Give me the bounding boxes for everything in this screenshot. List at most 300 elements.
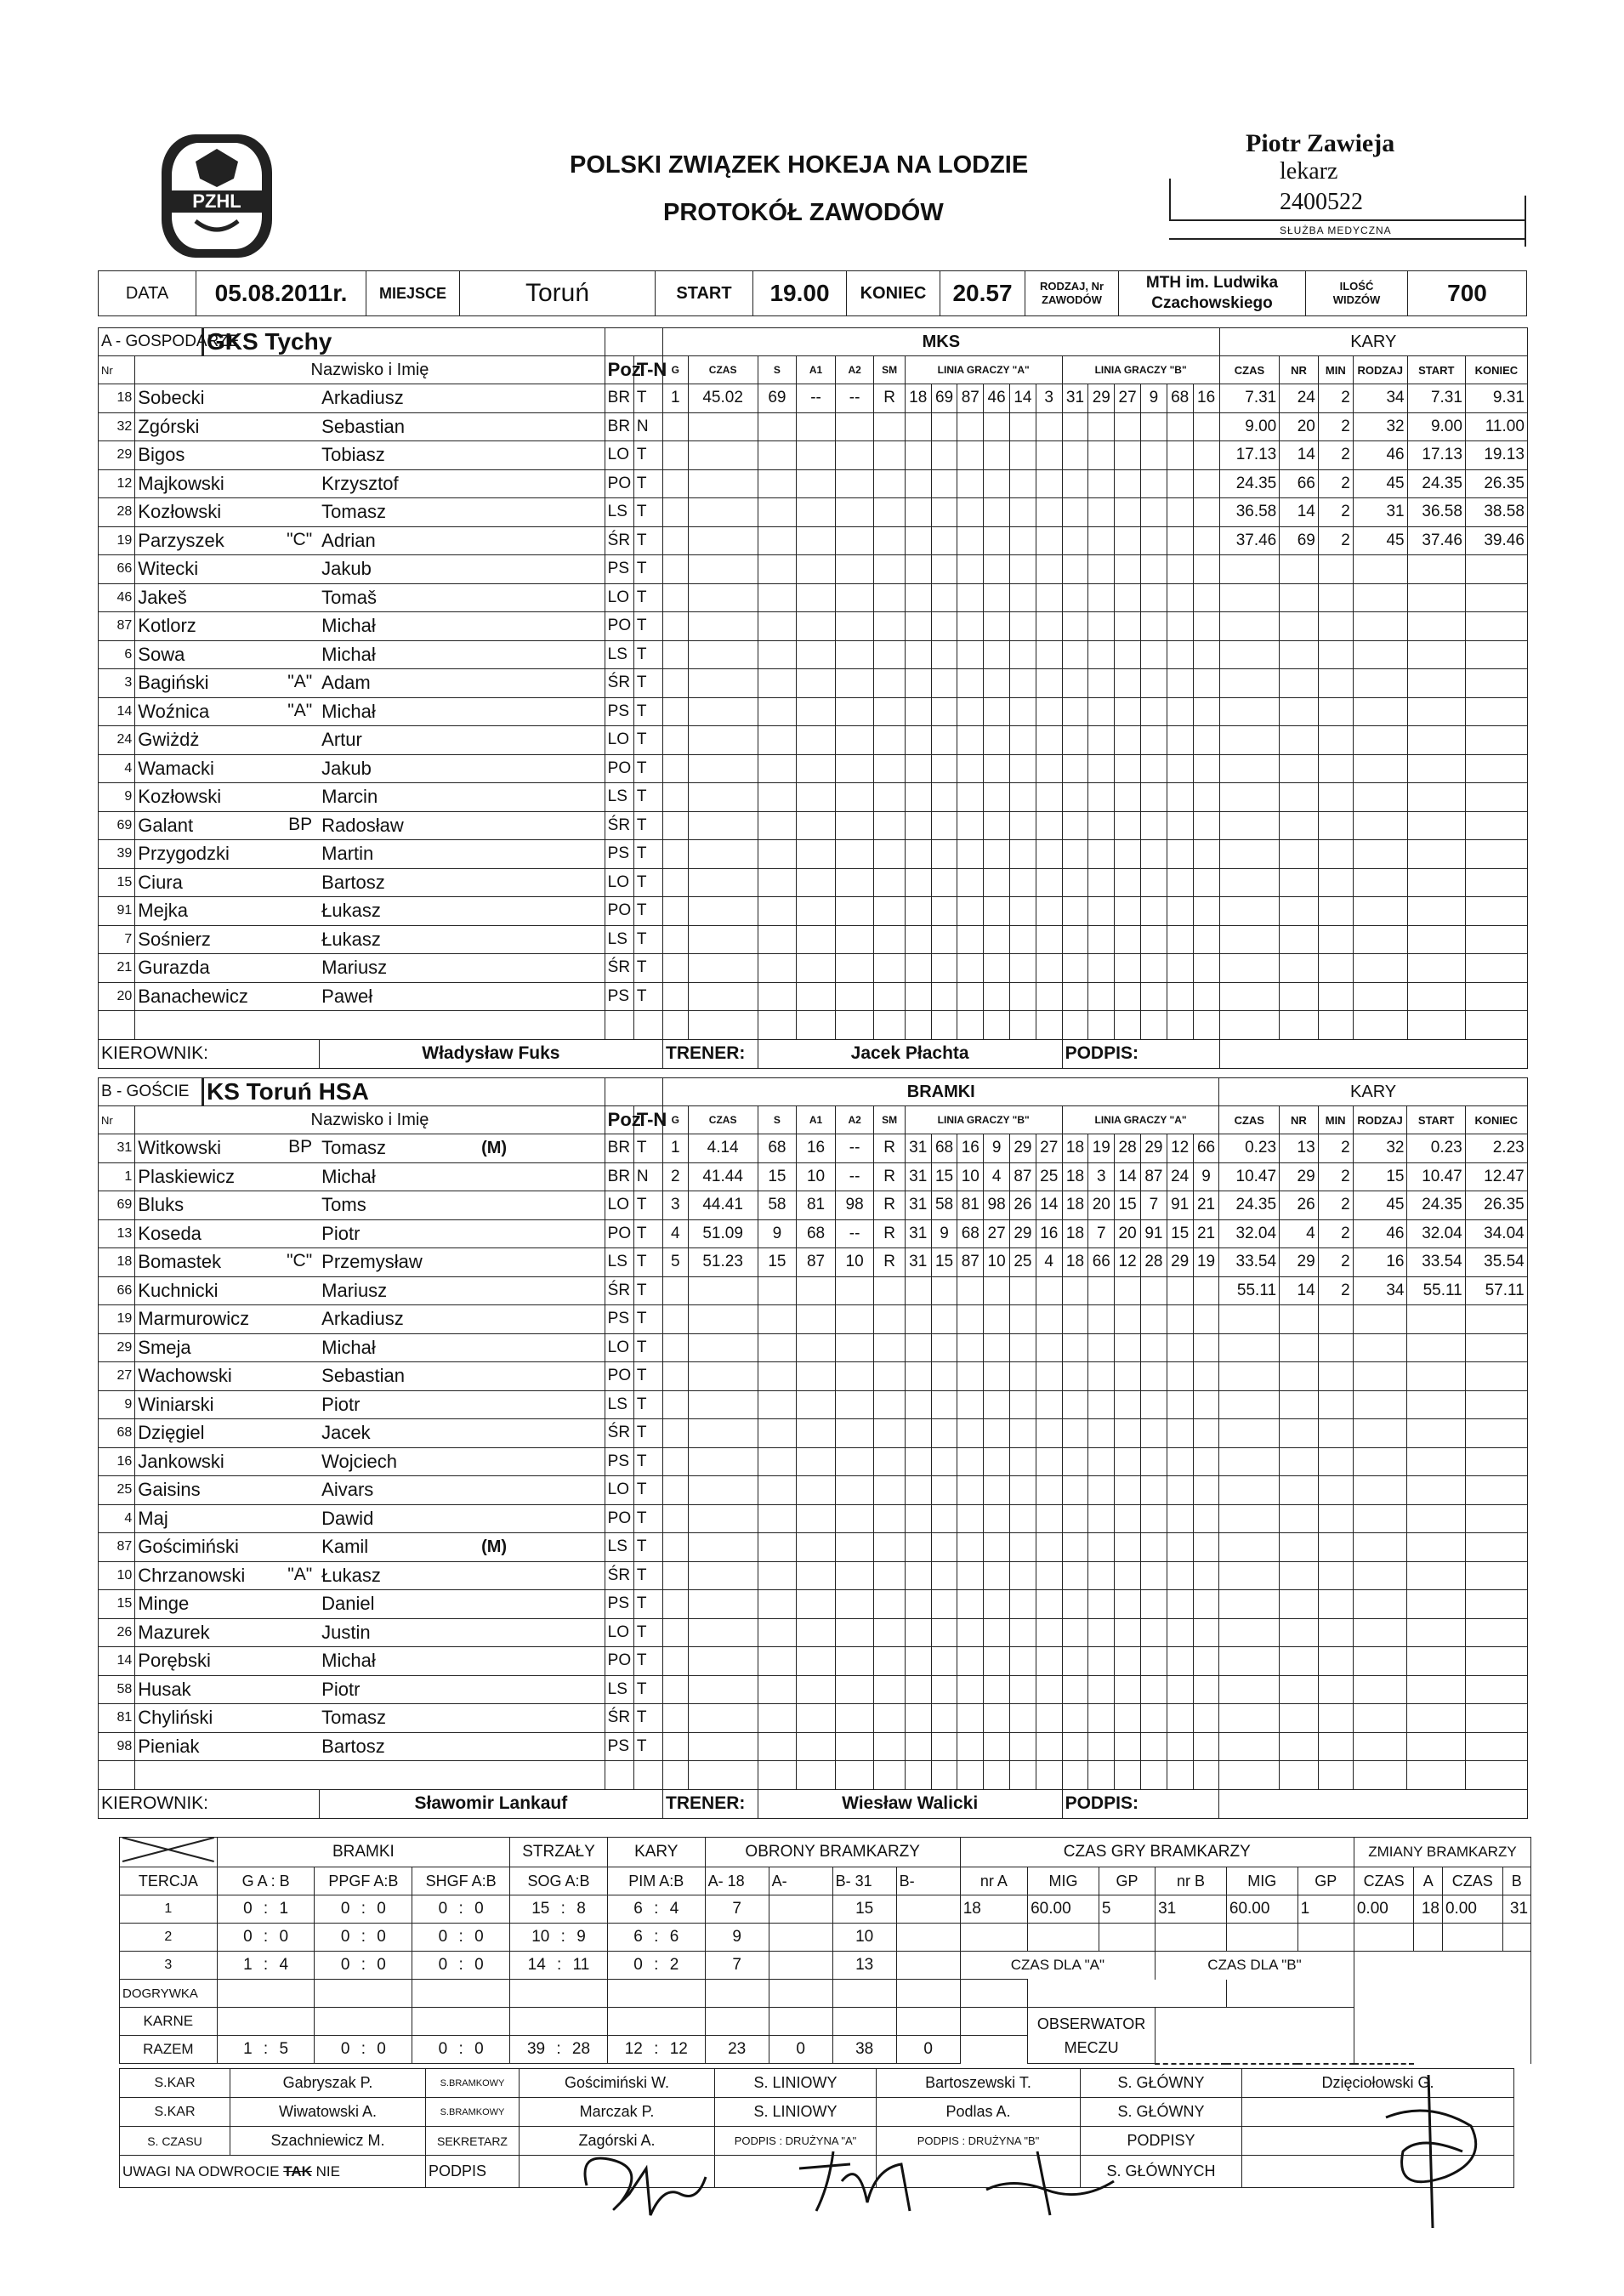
- goal-a2: [835, 1362, 874, 1391]
- penalty-nr: [1280, 1533, 1319, 1562]
- goalie-time-mig: 60.00: [1028, 1895, 1099, 1924]
- goal-a2: [835, 982, 874, 1011]
- player-position: PO: [605, 1504, 633, 1533]
- goal-line-a-player: [905, 726, 931, 755]
- penalty-rodzaj: 34: [1353, 384, 1407, 413]
- goal-s: [758, 1333, 797, 1362]
- goal-line-a-player: 4: [984, 1162, 1010, 1191]
- player-tn: T: [633, 384, 662, 413]
- penalty-koniec: [1465, 1675, 1527, 1704]
- goal-line-b-player: [1140, 1362, 1167, 1391]
- goal-line-b-player: [1115, 754, 1141, 783]
- player-number: 46: [99, 583, 135, 612]
- player-surname: Ciura: [135, 868, 319, 897]
- penalty-rodzaj: [1353, 1447, 1407, 1476]
- player-number: 27: [99, 1362, 135, 1391]
- goal-line-b-player: [1167, 583, 1193, 612]
- penalty-czas: 32.04: [1219, 1219, 1280, 1248]
- goal-line-b-player: [1140, 498, 1167, 527]
- goal-col-header: CZAS: [688, 1106, 758, 1134]
- player-surname: Plaskiewicz: [135, 1162, 319, 1191]
- goal-sm: R: [874, 1219, 905, 1248]
- observer-line-2: MECZU: [1064, 2038, 1119, 2056]
- goal-line-a-player: 98: [984, 1191, 1010, 1220]
- total-saves-a: 0: [769, 2036, 832, 2064]
- player-extra: [479, 1675, 605, 1704]
- penalty-col-header: MIN: [1318, 356, 1353, 384]
- goal-g: [663, 783, 689, 812]
- goal-sm: [874, 555, 905, 584]
- goal-line-a-player: [984, 441, 1010, 470]
- summary-subheader: PIM A:B: [607, 1867, 705, 1895]
- goal-line-a-player: [1036, 469, 1062, 498]
- period-sog: [510, 1924, 608, 1952]
- goal-line-b-player: [1140, 469, 1167, 498]
- empty-cell: [412, 2008, 510, 2036]
- goal-line-a-player: [905, 498, 931, 527]
- player-position: LO: [605, 726, 633, 755]
- player-number: 9: [99, 1390, 135, 1419]
- goal-line-a-player: [931, 754, 957, 783]
- goal-line-b-player: [1167, 441, 1193, 470]
- goal-col-header: G: [663, 356, 689, 384]
- summary-subheader: TERCJA: [120, 1867, 218, 1895]
- type-label-1: RODZAJ, Nr: [1039, 280, 1104, 293]
- goal-line-b-player: 27: [1115, 384, 1141, 413]
- penalty-min: 2: [1318, 498, 1353, 527]
- penalty-min: [1318, 982, 1353, 1011]
- player-extra: [479, 840, 605, 869]
- goal-czas: [688, 925, 758, 954]
- goal-czas: 51.09: [688, 1219, 758, 1248]
- goal-line-b-player: [1193, 1419, 1219, 1448]
- goal-a1: [797, 982, 836, 1011]
- goal-a1: [797, 1419, 836, 1448]
- penalty-start: [1407, 1476, 1465, 1505]
- penalty-koniec: 19.13: [1465, 441, 1527, 470]
- official-sbram: S.BRAMKOWY: [426, 2069, 520, 2098]
- player-position: PS: [605, 1305, 633, 1334]
- penalty-min: 2: [1318, 1134, 1353, 1163]
- goal-line-a-player: [984, 555, 1010, 584]
- player-position: ŚR: [605, 954, 633, 983]
- goal-czas: [688, 1561, 758, 1590]
- penalty-nr: [1280, 811, 1319, 840]
- player-firstname: Bartosz: [319, 1732, 479, 1761]
- penalty-min: 2: [1318, 384, 1353, 413]
- goal-line-a-player: [1010, 868, 1036, 897]
- official-sekretarz_v: Zagórski A.: [520, 2127, 715, 2156]
- penalty-start: 17.13: [1407, 441, 1465, 470]
- player-firstname: Mariusz: [319, 1276, 479, 1305]
- player-number: 31: [99, 1134, 135, 1163]
- saves-b: [896, 1895, 960, 1924]
- date-label: DATA: [99, 271, 196, 316]
- goal-line-a-player: [1036, 1761, 1062, 1790]
- goalie-time-gp: 5: [1099, 1895, 1155, 1924]
- goal-s: [758, 1647, 797, 1676]
- goal-line-a-player: [984, 1305, 1010, 1334]
- goal-line-a-player: [957, 526, 984, 555]
- goal-line-a-player: [905, 412, 931, 441]
- penalty-min: [1318, 1447, 1353, 1476]
- goal-s: 69: [758, 384, 797, 413]
- player-position: BR: [605, 1162, 633, 1191]
- spectators-label-1: ILOŚĆ: [1339, 280, 1374, 293]
- player-number: 1: [99, 1162, 135, 1191]
- goal-line-b-player: [1062, 583, 1088, 612]
- separator: :: [649, 1928, 663, 1946]
- penalty-rodzaj: [1353, 1704, 1407, 1733]
- player-tn: T: [633, 1590, 662, 1619]
- goal-line-a-player: [1036, 1333, 1062, 1362]
- penalty-start: [1407, 697, 1465, 726]
- player-surname: Sośnierz: [135, 925, 319, 954]
- goal-g: [663, 1419, 689, 1448]
- penalty-nr: [1280, 583, 1319, 612]
- end-value: 20.57: [940, 271, 1025, 316]
- goal-line-a-player: [957, 498, 984, 527]
- goal-line-a-player: [1010, 1276, 1036, 1305]
- period-number: 2: [120, 1924, 218, 1952]
- penalty-min: 2: [1318, 441, 1353, 470]
- goal-line-a-player: [931, 811, 957, 840]
- penalty-czas: 9.00: [1219, 412, 1280, 441]
- goal-a2: [835, 1533, 874, 1562]
- goal-line-b-player: 21: [1193, 1219, 1219, 1248]
- goal-a1: [797, 1390, 836, 1419]
- player-surname: Sowa: [135, 640, 319, 669]
- penalty-nr: 69: [1280, 526, 1319, 555]
- overtime-label: DOGRYWKA: [120, 1980, 218, 2008]
- goal-line-b-player: 31: [1062, 384, 1088, 413]
- player-tn: T: [633, 555, 662, 584]
- player-firstname: Adam: [319, 669, 479, 698]
- goal-s: [758, 1447, 797, 1476]
- penalty-min: [1318, 897, 1353, 926]
- goal-line-a-player: [931, 1732, 957, 1761]
- penalty-min: [1318, 954, 1353, 983]
- saves-b31: 15: [832, 1895, 896, 1924]
- goal-line-b-player: [1193, 612, 1219, 641]
- goal-czas: [688, 1390, 758, 1419]
- goal-line-a-player: 69: [931, 384, 957, 413]
- penalty-czas: 17.13: [1219, 441, 1280, 470]
- penalty-koniec: 57.11: [1465, 1276, 1527, 1305]
- goal-line-a-player: 25: [1036, 1162, 1062, 1191]
- col-name-header: Nazwisko i Imię: [135, 1106, 605, 1134]
- player-position: LS: [605, 640, 633, 669]
- penalty-start: [1407, 612, 1465, 641]
- period-pim: [607, 1895, 705, 1924]
- goal-line-a-player: [1010, 640, 1036, 669]
- goal-g: [663, 526, 689, 555]
- goal-line-a-player: [957, 1276, 984, 1305]
- goal-line-b-player: [1193, 1390, 1219, 1419]
- goal-a2: [835, 1732, 874, 1761]
- goal-line-a-player: [905, 925, 931, 954]
- goal-g: [663, 1533, 689, 1562]
- player-number: 25: [99, 1476, 135, 1505]
- separator: :: [454, 1956, 468, 1974]
- goal-s: [758, 1476, 797, 1505]
- penalty-rodzaj: [1353, 1390, 1407, 1419]
- player-role-mark: "A": [287, 1564, 313, 1584]
- penalty-min: [1318, 925, 1353, 954]
- goal-line-b-player: [1140, 669, 1167, 698]
- player-number: [99, 1761, 135, 1790]
- goal-czas: [688, 1419, 758, 1448]
- goal-line-b-player: [1167, 1504, 1193, 1533]
- goal-a1: [797, 754, 836, 783]
- goal-line-b-player: [1193, 526, 1219, 555]
- goal-czas: [688, 982, 758, 1011]
- goal-sm: [874, 726, 905, 755]
- goal-line-a-player: [931, 1419, 957, 1448]
- player-surname: Porębski: [135, 1647, 319, 1676]
- player-number: 69: [99, 1191, 135, 1220]
- goal-line-a-player: 31: [905, 1162, 931, 1191]
- goal-line-b-player: [1115, 1305, 1141, 1334]
- penalty-min: [1318, 1647, 1353, 1676]
- player-surname: Parzyszek "C": [135, 526, 319, 555]
- penalty-nr: [1280, 640, 1319, 669]
- change-goalie-b: 31: [1502, 1895, 1531, 1924]
- goal-line-a-player: [1010, 925, 1036, 954]
- period-number: 3: [120, 1952, 218, 1980]
- total-saves-b31: 38: [832, 2036, 896, 2064]
- penalty-czas: [1219, 1476, 1280, 1505]
- player-surname: Wamacki: [135, 754, 319, 783]
- goal-line-b-player: [1088, 925, 1115, 954]
- official-skar1: Gabryszak P.: [230, 2069, 426, 2098]
- goal-line-a-player: [984, 1704, 1010, 1733]
- goal-line-b-player: [1140, 897, 1167, 926]
- goal-line-a-player: [1010, 726, 1036, 755]
- player-number: 12: [99, 469, 135, 498]
- penalty-rodzaj: 46: [1353, 441, 1407, 470]
- goal-line-a-player: 87: [1010, 1162, 1036, 1191]
- player-tn: T: [633, 640, 662, 669]
- player-surname: Jankowski: [135, 1447, 319, 1476]
- goal-a1: [797, 612, 836, 641]
- goal-line-a-player: [905, 1447, 931, 1476]
- goal-a2: [835, 1761, 874, 1790]
- player-surname: Witecki: [135, 555, 319, 584]
- date-value: 05.08.2011r.: [196, 271, 366, 316]
- separator: :: [649, 1900, 663, 1918]
- goal-line-a-player: [1010, 783, 1036, 812]
- goal-line-a-player: [1036, 669, 1062, 698]
- goal-a2: [835, 526, 874, 555]
- goal-g: [663, 1561, 689, 1590]
- goal-g: [663, 469, 689, 498]
- goal-line-a-player: [984, 469, 1010, 498]
- goal-sm: [874, 441, 905, 470]
- penalty-rodzaj: 16: [1353, 1248, 1407, 1277]
- total-pim-b: 12: [669, 2040, 688, 2058]
- total-pim: [607, 2036, 705, 2064]
- goal-s: 15: [758, 1162, 797, 1191]
- place-label: MIEJSCE: [366, 271, 460, 316]
- total-goals-a: 1: [243, 2040, 253, 2058]
- total-label: RAZEM: [120, 2036, 218, 2064]
- goal-g: [663, 1333, 689, 1362]
- goal-czas: [688, 412, 758, 441]
- penalty-nr: [1280, 669, 1319, 698]
- period-goals-b: 1: [279, 1900, 289, 1918]
- player-number: 98: [99, 1732, 135, 1761]
- player-number: 66: [99, 1276, 135, 1305]
- player-surname: Gaisins: [135, 1476, 319, 1505]
- goal-line-a-player: [931, 1011, 957, 1040]
- col-tn-header: T-N: [633, 356, 662, 384]
- goal-line-b-player: [1140, 697, 1167, 726]
- player-extra: (M): [479, 1134, 605, 1163]
- goal-line-b-player: [1193, 1447, 1219, 1476]
- goal-line-a-player: [1010, 1618, 1036, 1647]
- goal-line-a-player: [931, 412, 957, 441]
- player-extra: [479, 583, 605, 612]
- summary-subheader: nr B: [1156, 1867, 1227, 1895]
- player-tn: T: [633, 1419, 662, 1448]
- penalty-nr: [1280, 726, 1319, 755]
- goal-line-b-player: 14: [1115, 1162, 1141, 1191]
- penalty-rodzaj: [1353, 811, 1407, 840]
- player-extra: [479, 1011, 605, 1040]
- goal-sm: [874, 1647, 905, 1676]
- goal-line-a-player: [1036, 1476, 1062, 1505]
- goal-line-a-player: 15: [931, 1248, 957, 1277]
- goal-a2: [835, 1647, 874, 1676]
- goal-g: [663, 1590, 689, 1619]
- goal-line-a-player: [1036, 1561, 1062, 1590]
- goal-a1: [797, 640, 836, 669]
- player-position: ŚR: [605, 1276, 633, 1305]
- penalty-min: 2: [1318, 469, 1353, 498]
- goal-line-b-player: [1115, 868, 1141, 897]
- player-firstname: Tomasz: [319, 1134, 479, 1163]
- player-surname: [135, 1011, 319, 1040]
- goal-line-b-player: [1115, 1732, 1141, 1761]
- period-goals: [217, 1924, 315, 1952]
- player-extra: [479, 1590, 605, 1619]
- penalty-min: 2: [1318, 412, 1353, 441]
- goal-line-a-player: [1036, 1704, 1062, 1733]
- player-extra: [479, 897, 605, 926]
- player-surname: Gurazda: [135, 954, 319, 983]
- player-position: BR: [605, 384, 633, 413]
- team-b-section: [98, 1077, 1528, 1819]
- player-surname: Maj: [135, 1504, 319, 1533]
- separator: :: [258, 1928, 273, 1946]
- goal-sm: [874, 1561, 905, 1590]
- penalty-min: [1318, 583, 1353, 612]
- goal-line-b-player: [1193, 640, 1219, 669]
- goal-line-b-player: [1140, 982, 1167, 1011]
- penalty-czas: [1219, 726, 1280, 755]
- goal-line-a-player: 3: [1036, 384, 1062, 413]
- player-position: LO: [605, 1618, 633, 1647]
- official-sglo: S. GŁÓWNY: [1081, 2098, 1242, 2127]
- goal-line-a-player: [984, 811, 1010, 840]
- player-surname: Gwiżdż: [135, 726, 319, 755]
- penalty-rodzaj: 32: [1353, 1134, 1407, 1163]
- goal-line-a-player: 31: [905, 1191, 931, 1220]
- goal-a2: [835, 640, 874, 669]
- goal-line-b-player: [1115, 840, 1141, 869]
- goal-line-b-player: [1140, 640, 1167, 669]
- goal-line-b-player: 12: [1167, 1134, 1193, 1163]
- col-position-header: Poz: [605, 356, 633, 384]
- coach-label: TRENER:: [663, 1789, 758, 1818]
- penalty-czas: [1219, 1419, 1280, 1448]
- penalty-start: [1407, 1533, 1465, 1562]
- goal-line-a-player: [1036, 1647, 1062, 1676]
- goal-line-a-player: [984, 1276, 1010, 1305]
- col-tn-header: T-N: [633, 1106, 662, 1134]
- player-surname: Smeja: [135, 1333, 319, 1362]
- player-position: LO: [605, 1191, 633, 1220]
- goal-line-a-player: [984, 954, 1010, 983]
- goal-line-b-player: [1167, 840, 1193, 869]
- empty-cell: [510, 2008, 608, 2036]
- penalty-min: [1318, 1704, 1353, 1733]
- goal-line-a-player: [1010, 982, 1036, 1011]
- penalty-rodzaj: 32: [1353, 412, 1407, 441]
- goal-s: [758, 726, 797, 755]
- goal-a1: [797, 412, 836, 441]
- penalty-czas: [1219, 1011, 1280, 1040]
- penalty-min: 2: [1318, 1162, 1353, 1191]
- goal-line-b-player: [1062, 697, 1088, 726]
- player-extra: [479, 726, 605, 755]
- goalie-time-mig2: 60.00: [1226, 1895, 1297, 1924]
- goal-line-a-player: [1036, 840, 1062, 869]
- goal-line-b-player: [1115, 1761, 1141, 1790]
- player-number: 7: [99, 925, 135, 954]
- summary-subheader: GP: [1099, 1867, 1155, 1895]
- penalty-czas: [1219, 754, 1280, 783]
- goal-line-b-player: 20: [1088, 1191, 1115, 1220]
- goal-line-a-player: [957, 555, 984, 584]
- penalty-nr: 13: [1280, 1134, 1319, 1163]
- place-value: Toruń: [460, 271, 656, 316]
- goal-line-b-player: [1140, 1333, 1167, 1362]
- goal-line-b-player: [1115, 1504, 1141, 1533]
- penalty-koniec: [1465, 1419, 1527, 1448]
- goal-line-b-player: [1062, 1675, 1088, 1704]
- penalty-rodzaj: 15: [1353, 1162, 1407, 1191]
- goal-line-a-player: [984, 583, 1010, 612]
- empty-cell: [1297, 1924, 1354, 1952]
- player-position: LS: [605, 1675, 633, 1704]
- goal-s: [758, 1761, 797, 1790]
- goal-czas: [688, 583, 758, 612]
- player-tn: T: [633, 669, 662, 698]
- goal-line-a-player: [984, 612, 1010, 641]
- saves-header: OBRONY BRAMKARZY: [705, 1838, 960, 1867]
- player-firstname: Przemysław: [319, 1248, 479, 1277]
- goal-line-a-player: [905, 612, 931, 641]
- goal-line-b-player: [1088, 982, 1115, 1011]
- player-extra: [479, 811, 605, 840]
- goal-line-b-player: [1167, 726, 1193, 755]
- penalty-nr: [1280, 1732, 1319, 1761]
- goal-line-a-player: [957, 840, 984, 869]
- goal-line-a-player: [1036, 412, 1062, 441]
- goal-line-a-player: [931, 1447, 957, 1476]
